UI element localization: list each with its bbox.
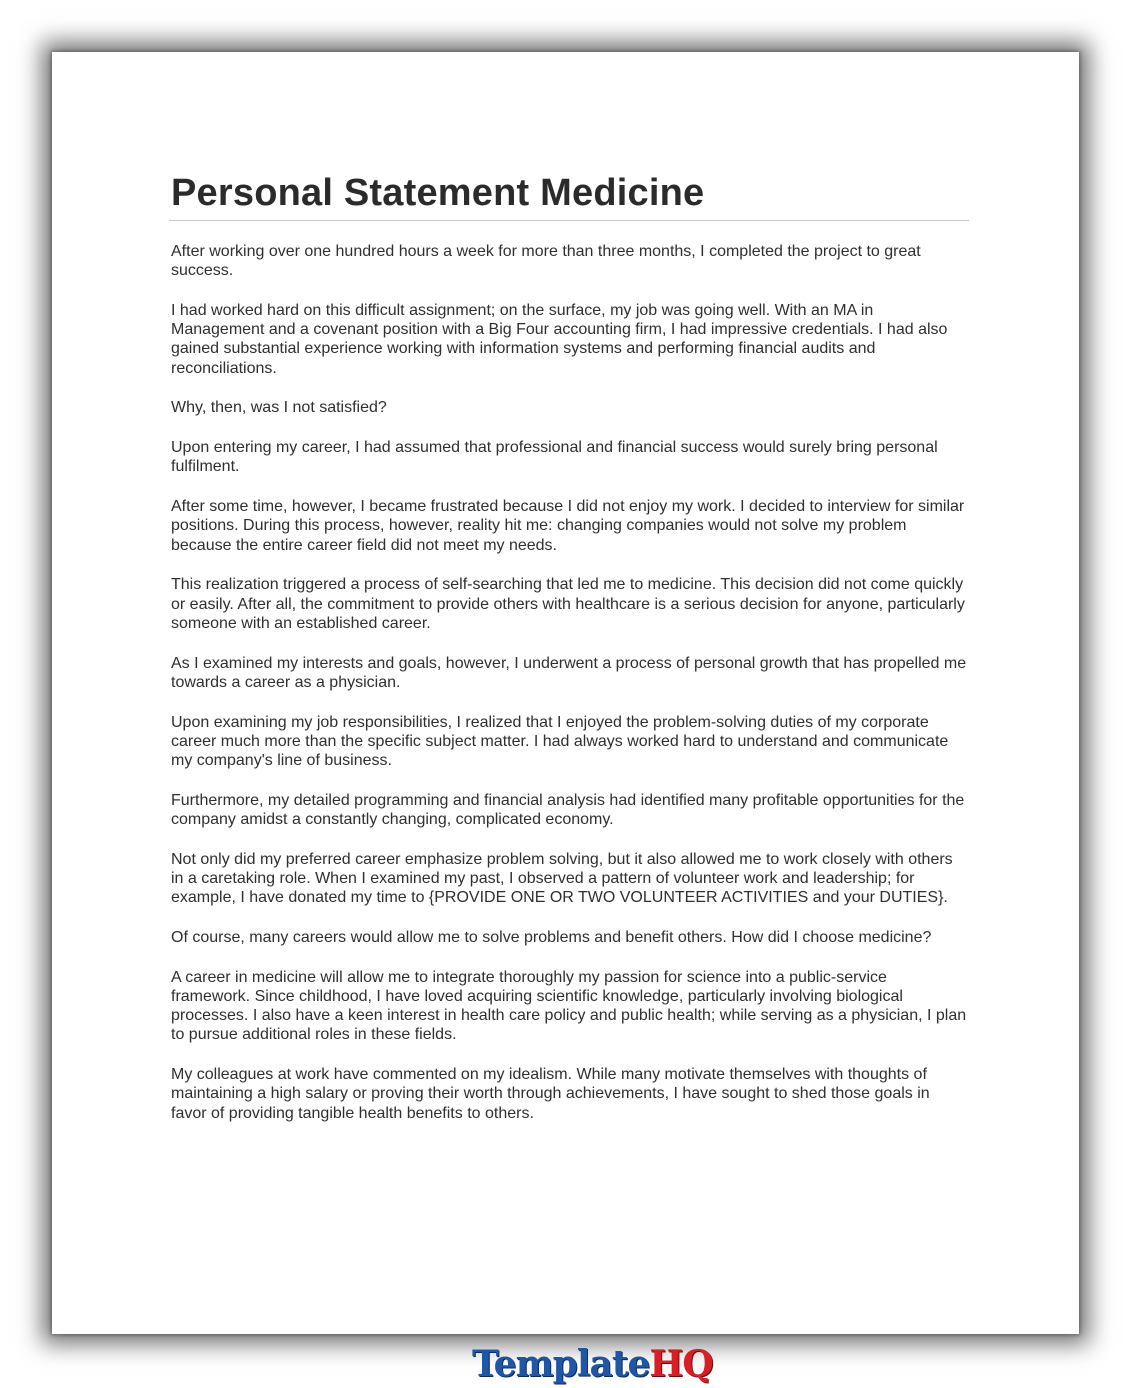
paragraph-3: Why, then, was I not satisfied? bbox=[171, 399, 387, 417]
paragraph-12: A career in medicine will allow me to integrate thoroughly my passion for science into a public-service framework. Since childhood, I have loved acquiring scientific knowledge, particularly involving biological processes. I also have a keen interest in health care policy and public health; while serving as a physician, I plan to pursue additional roles in these fields. bbox=[171, 968, 967, 1044]
paragraph-5: After some time, however, I became frustrated because I did not enjoy my work. I decided to interview for similar positions. During this process, however, reality hit me: changing companies would not solve my problem because the entire career field did not meet my needs. bbox=[171, 498, 965, 554]
templatehq-logo bbox=[472, 1340, 713, 1388]
paragraph-2: I had worked hard on this difficult assignment; on the surface, my job was going well. With an MA in Management and a covenant position with a Big Four accounting firm, I had impressive credentials. I had also gained substantial experience working with information systems and performing financial audits and reconciliations. bbox=[171, 302, 948, 377]
logo-text-template: Template bbox=[472, 1343, 650, 1385]
paragraph-6: This realization triggered a process of self-searching that led me to medicine. This decision did not come quickly or easily. After all, the commitment to provide others with healthcare is a serious decision for anyone, particularly someone with an established career. bbox=[171, 576, 965, 632]
document-title: Personal Statement Medicine bbox=[171, 172, 705, 214]
paragraph-1: After working over one hundred hours a week for more than three months, I completed the project to great success. bbox=[171, 243, 921, 280]
paragraph-13: My colleagues at work have commented on my idealism. While many motivate themselves with thoughts of maintaining a high salary or proving their worth through achievements, I have sought to shed those goals in favor of providing tangible health benefits to others. bbox=[171, 1066, 930, 1122]
paragraph-11: Of course, many careers would allow me to solve problems and benefit others. How did I choose medicine? bbox=[171, 929, 932, 947]
logo-text-hq: HQ bbox=[649, 1343, 713, 1385]
paragraph-10: Not only did my preferred career emphasize problem solving, but it also allowed me to work closely with others in a caretaking role. When I examined my past, I observed a pattern of volunteer work and leadership; for example, I have donated my time to {PROVIDE ONE OR TWO VOLUNTEER ACTIVITIES and your DUTIES}. bbox=[171, 850, 953, 907]
document-body bbox=[171, 242, 969, 1123]
title-divider bbox=[169, 220, 969, 221]
paragraph-8: Upon examining my job responsibilities, I realized that I enjoyed the problem-solving duties of my corporate career much more than the specific subject matter. I had always worked hard to understand and communicate my company's line of business. bbox=[171, 713, 949, 770]
paragraph-9: Furthermore, my detailed programming and financial analysis had identified many profitable opportunities for the company amidst a constantly changing, complicated economy. bbox=[171, 791, 965, 829]
paragraph-7: As I examined my interests and goals, however, I underwent a process of personal growth that has propelled me towards a career as a physician. bbox=[171, 654, 967, 691]
paragraph-4: Upon entering my career, I had assumed that professional and financial success would surely bring personal fulfilment. bbox=[171, 439, 938, 476]
document-content bbox=[171, 170, 969, 1143]
